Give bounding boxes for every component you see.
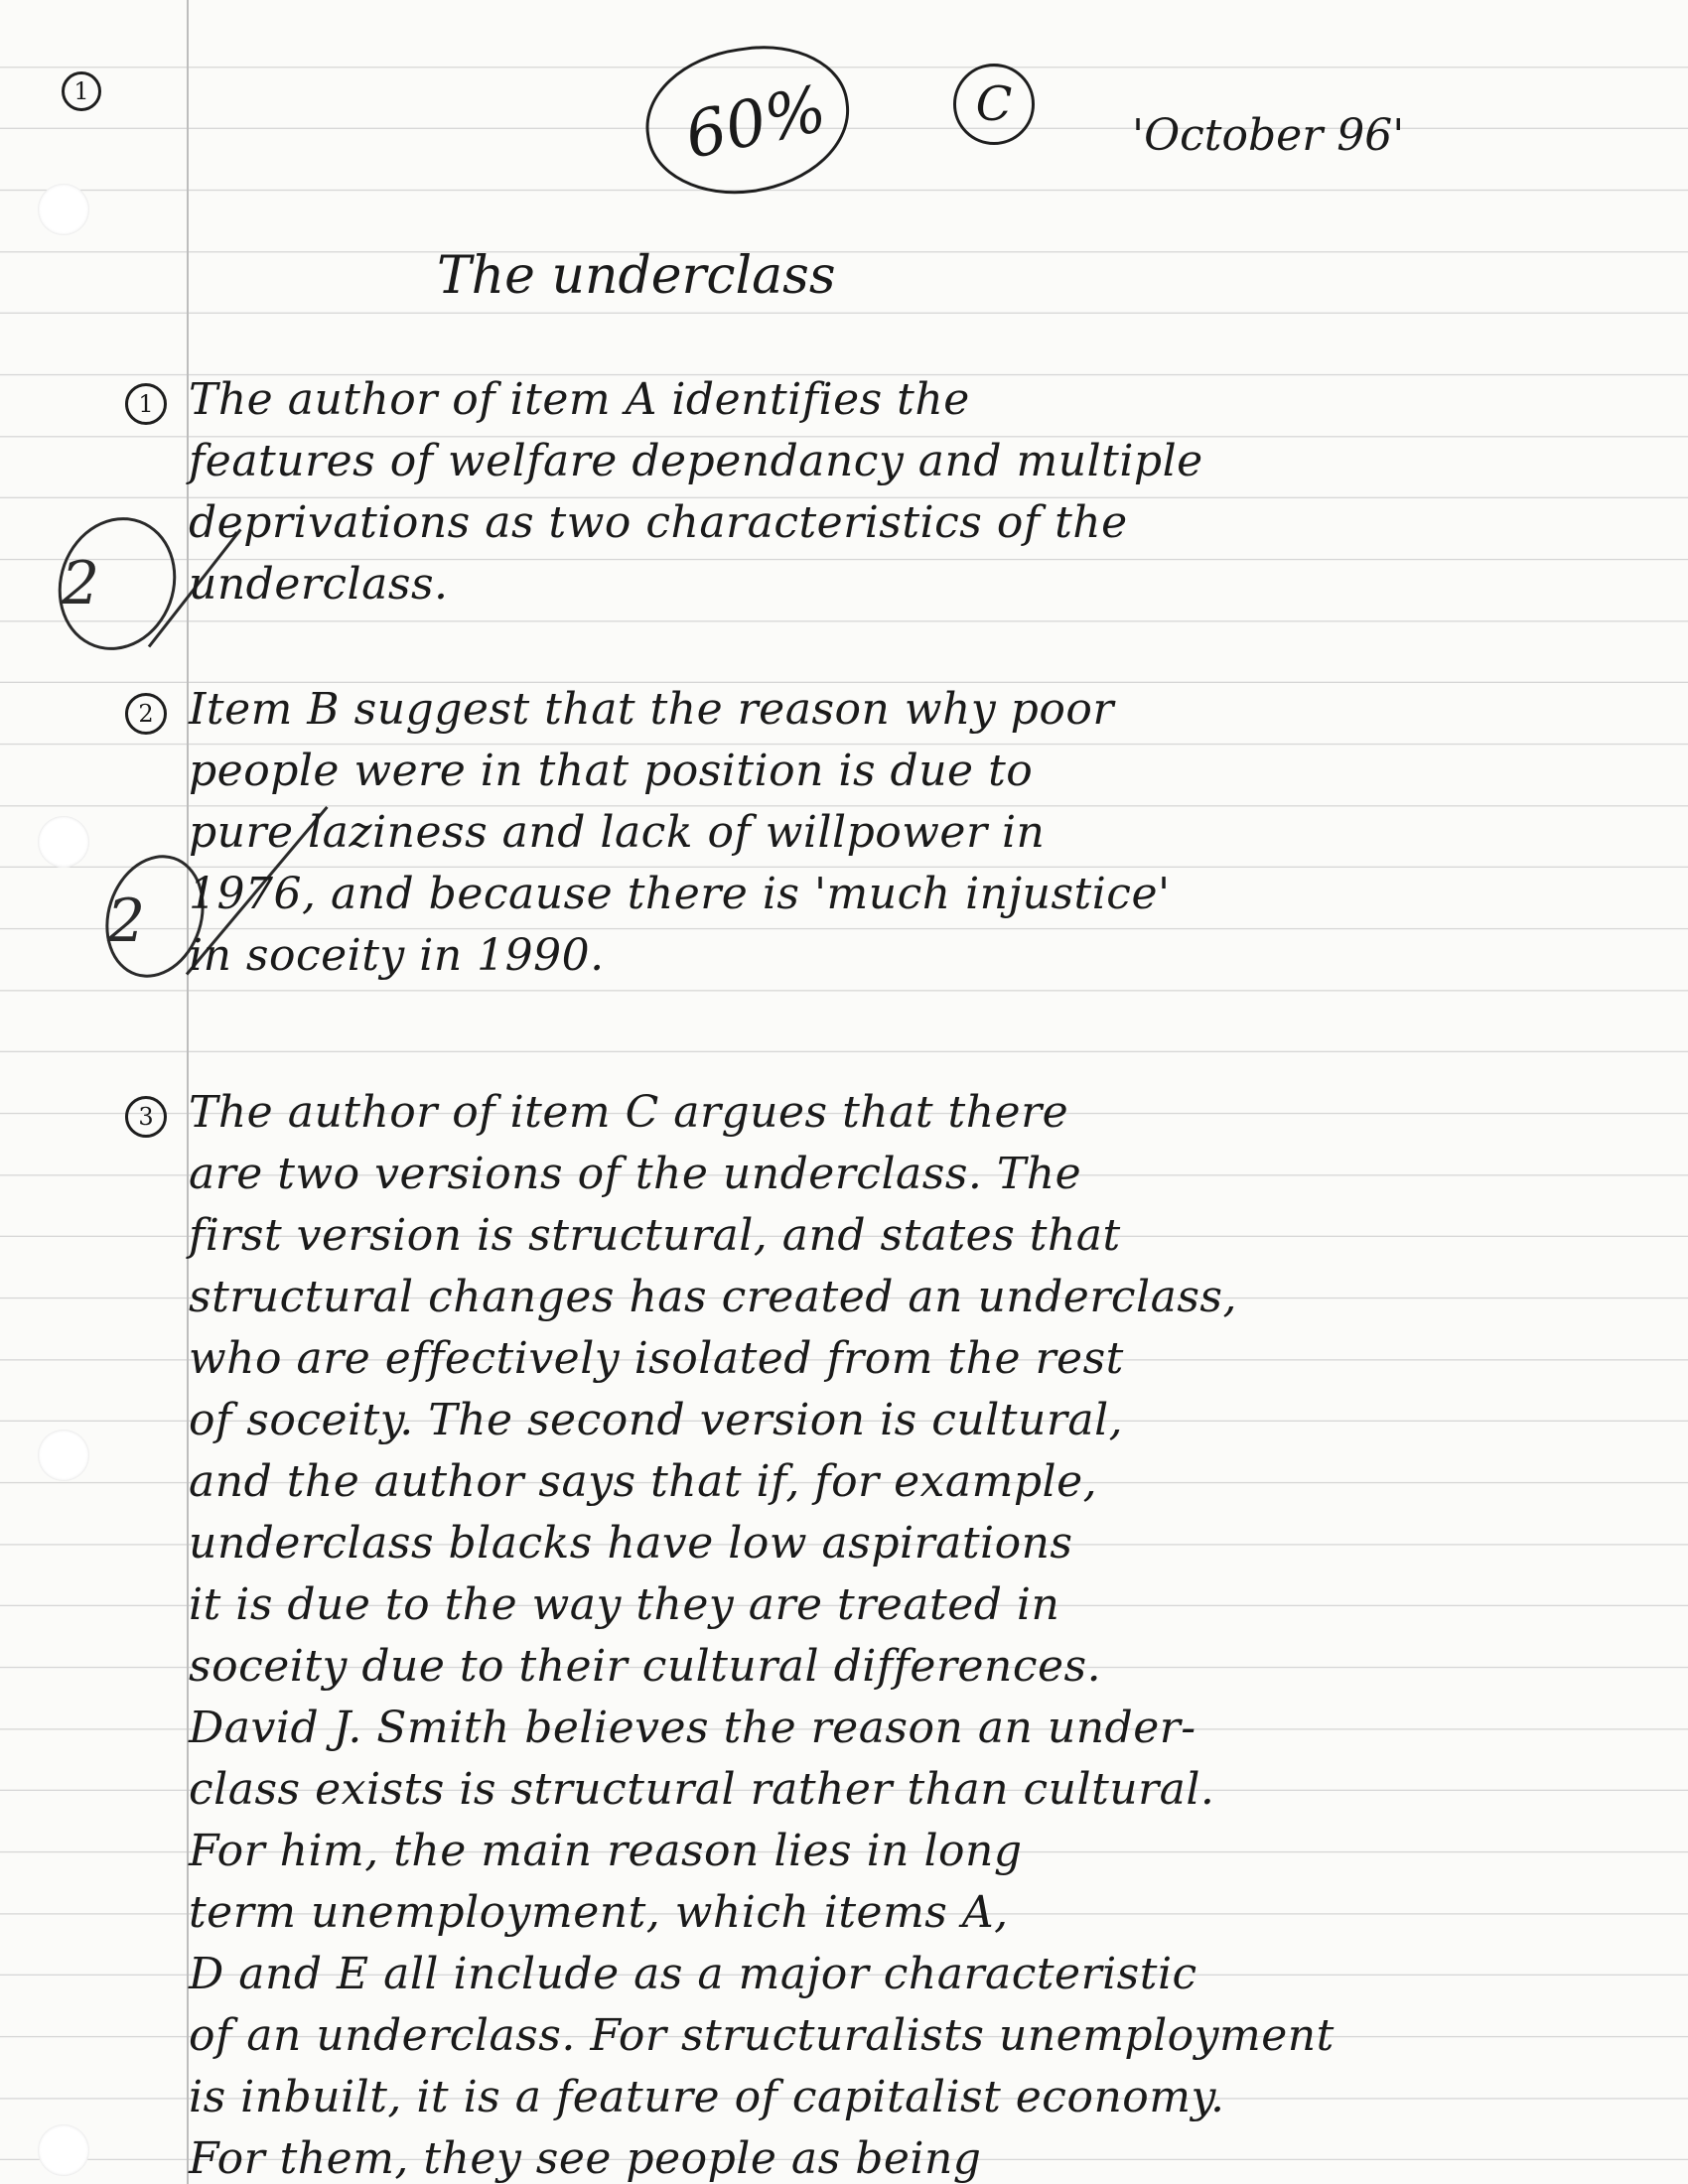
answer-2 <box>125 679 1585 987</box>
answer-line: underclass blacks have low aspirations <box>189 1518 1073 1569</box>
answer-line: features of welfare dependancy and multiple <box>189 436 1203 486</box>
answer-line: first version is structural, and states that <box>189 1210 1121 1261</box>
answer-line: underclass. <box>189 559 449 610</box>
answer-number: 2 <box>125 693 167 735</box>
mark-percentage: 60% <box>678 72 833 174</box>
margin-mark: 2 <box>107 887 146 956</box>
answer-line: 1976, and because there is 'much injustice' <box>189 869 1171 919</box>
answer-line: structural changes has created an underclass, <box>189 1272 1237 1322</box>
grade-letter: C <box>953 64 1035 145</box>
answer-line: of an underclass. For structuralists unemployment <box>189 2010 1335 2061</box>
page-title: The underclass <box>437 246 836 306</box>
margin-mark: 2 <box>62 549 100 618</box>
answer-line: deprivations as two characteristics of the <box>189 497 1128 548</box>
answer-3 <box>125 1082 1585 2184</box>
answer-line: The author of item A identifies the <box>189 374 970 425</box>
answer-line: class exists is structural rather than cultural. <box>189 1764 1215 1815</box>
answer-line: people were in that position is due to <box>189 746 1034 796</box>
punch-hole <box>38 816 89 868</box>
answer-line: are two versions of the underclass. The <box>189 1149 1082 1199</box>
answer-line: For them, they see people as being <box>189 2133 982 2184</box>
answer-number: 1 <box>125 383 167 425</box>
punch-hole <box>38 2124 89 2176</box>
answer-line: The author of item C argues that there <box>189 1087 1069 1138</box>
answer-line: of soceity. The second version is cultural, <box>189 1395 1124 1445</box>
answer-line: in soceity in 1990. <box>189 930 605 981</box>
answer-line: Item B suggest that the reason why poor <box>189 684 1114 735</box>
punch-hole <box>38 1430 89 1481</box>
answer-line: D and E all include as a major characteristic <box>189 1949 1197 1999</box>
date: 'October 96' <box>1132 110 1405 161</box>
page-number: 1 <box>62 71 101 111</box>
answer-1 <box>125 369 1585 615</box>
answer-number: 3 <box>125 1096 167 1138</box>
answer-line: is inbuilt, it is a feature of capitalist economy. <box>189 2072 1225 2122</box>
answer-line: it is due to the way they are treated in <box>189 1579 1060 1630</box>
answer-line: term unemployment, which items A, <box>189 1887 1009 1938</box>
answer-line: For him, the main reason lies in long <box>189 1826 1023 1876</box>
answer-line: David J. Smith believes the reason an under- <box>189 1703 1196 1753</box>
punch-hole <box>38 184 89 235</box>
answer-line: soceity due to their cultural differences. <box>189 1641 1102 1692</box>
answer-line: and the author says that if, for example, <box>189 1456 1098 1507</box>
answer-line: pure laziness and lack of willpower in <box>189 807 1046 858</box>
answer-line: who are effectively isolated from the rest <box>189 1333 1124 1384</box>
